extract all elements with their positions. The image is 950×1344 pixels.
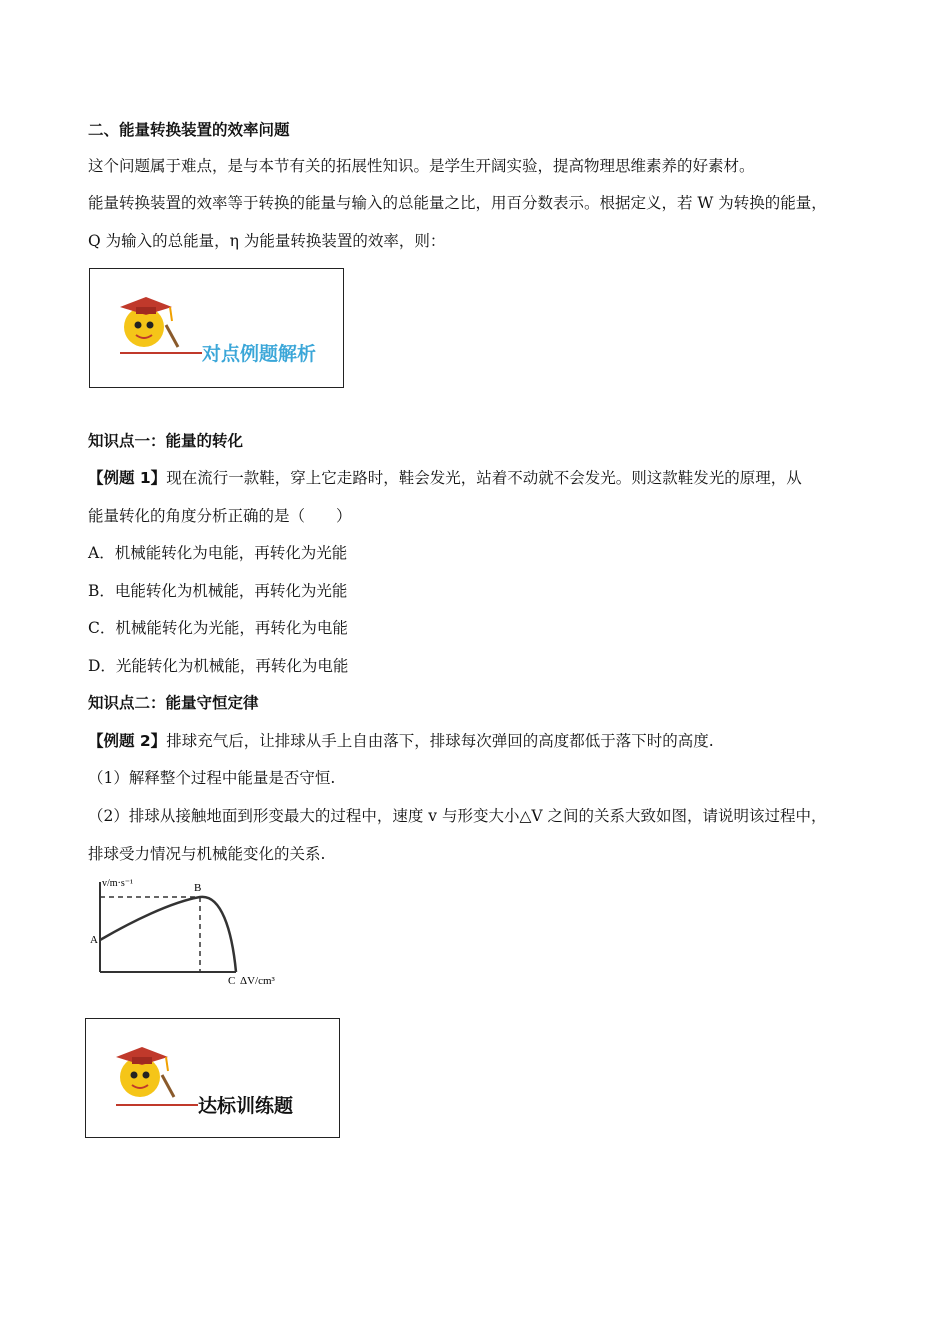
velocity-curve bbox=[100, 897, 236, 972]
kp1-question-line-1 bbox=[88, 467, 802, 489]
example-2-text: 排球充气后，让排球从手上自由落下，排球每次弹回的高度都低于落下时的高度. bbox=[166, 732, 714, 750]
section-paragraph-1: 这个问题属于难点，是与本节有关的拓展性知识。是学生开阔实验，提高物理思维素养的好素材。 bbox=[88, 157, 755, 175]
banner-title: 对点例题解析 bbox=[202, 343, 317, 365]
graduate-mascot-icon bbox=[110, 1035, 180, 1105]
option-a: A．机械能转化为电能，再转化为光能 bbox=[88, 544, 348, 562]
point-c-label: C bbox=[228, 975, 236, 987]
example-2-tag: 【例题 2】 bbox=[88, 732, 167, 750]
x-axis-label: ΔV/cm³ bbox=[240, 975, 275, 987]
banner-practice bbox=[85, 1018, 340, 1138]
kp2-sub-question-1: （1）解释整个过程中能量是否守恒. bbox=[88, 769, 336, 787]
kp2-sub-question-2-line-1: （2）排球从接触地面到形变最大的过程中，速度 v 与形变大小△V 之间的关系大致如图，请说明该过程中， bbox=[88, 807, 827, 825]
banner-underline bbox=[116, 1104, 198, 1106]
kp1-heading: 知识点一：能量的转化 bbox=[88, 432, 244, 450]
section-heading: 二、能量转换装置的效率问题 bbox=[88, 121, 290, 139]
kp1-question-line-2: 能量转化的角度分析正确的是（ ） bbox=[88, 507, 352, 525]
option-c: C．机械能转化为光能，再转化为电能 bbox=[88, 619, 348, 637]
kp2-heading: 知识点二：能量守恒定律 bbox=[88, 694, 259, 712]
banner-title: 达标训练题 bbox=[198, 1095, 294, 1117]
banner-example-analysis bbox=[89, 268, 344, 388]
section-paragraph-2-line-1: 能量转换装置的效率等于转换的能量与输入的总能量之比，用百分数表示。根据定义，若 W 为转换的能量， bbox=[88, 194, 827, 212]
kp2-question-line-1 bbox=[88, 730, 714, 752]
banner-underline bbox=[120, 352, 202, 354]
example-1-text: 现在流行一款鞋，穿上它走路时，鞋会发光，站着不动就不会发光。则这款鞋发光的原理，从 bbox=[166, 469, 802, 487]
graduate-mascot-icon bbox=[114, 285, 184, 355]
point-b-label: B bbox=[194, 882, 202, 894]
y-axis-label: v/m·s⁻¹ bbox=[102, 878, 134, 889]
section-paragraph-2-line-2: Q 为输入的总能量，η 为能量转换装置的效率，则： bbox=[88, 232, 446, 250]
example-1-tag: 【例题 1】 bbox=[88, 469, 167, 487]
point-a-label: A bbox=[90, 934, 98, 946]
velocity-deformation-graph bbox=[86, 870, 296, 988]
option-d: D．光能转化为机械能，再转化为电能 bbox=[88, 657, 349, 675]
option-b: B．电能转化为机械能，再转化为光能 bbox=[88, 582, 348, 600]
kp2-sub-question-2-line-2: 排球受力情况与机械能变化的关系. bbox=[88, 845, 326, 863]
